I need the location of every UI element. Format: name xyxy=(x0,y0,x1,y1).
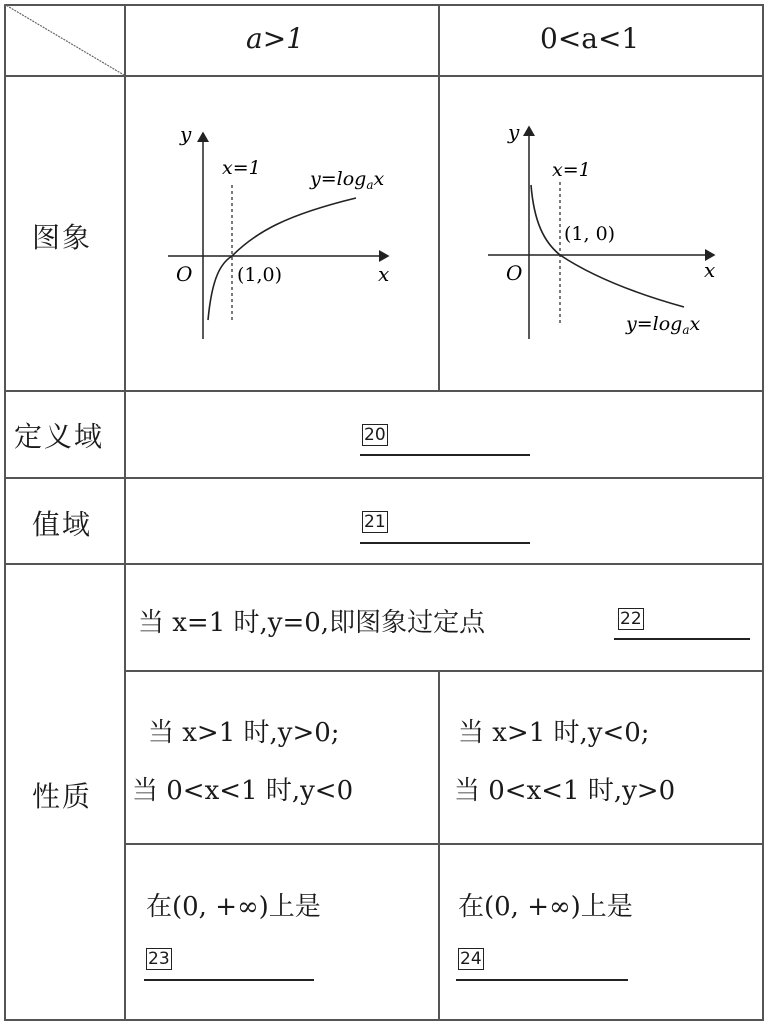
row-label-graph: 图象 xyxy=(32,221,93,254)
header-a-gt-1-text: a>1 xyxy=(246,22,304,55)
header-col-a-lt-1 xyxy=(540,22,639,55)
left-sign-line-2: 当 0<x<1 时,y<0 xyxy=(132,776,354,806)
border-right xyxy=(762,4,764,1021)
blank-number-21: 21 xyxy=(364,512,386,532)
answer-line-20[interactable] xyxy=(360,454,530,456)
border-left xyxy=(4,4,6,1021)
row-sep-prop-1 xyxy=(124,670,764,672)
graph-log-a-lt-1 xyxy=(440,77,762,390)
row-sep-graph xyxy=(4,390,764,392)
row-sep-domain xyxy=(4,477,764,479)
blank-number-23: 23 xyxy=(148,949,170,969)
left-sign-line-1: 当 x>1 时,y>0; xyxy=(148,718,340,748)
border-bottom xyxy=(4,1019,764,1021)
y-axis-label: y xyxy=(508,120,520,144)
y-axis-label: y xyxy=(180,122,192,146)
graph-log-a-gt-1 xyxy=(126,77,438,390)
col-sep-mid-bottom xyxy=(438,670,440,1021)
right-sign-line-2: 当 0<x<1 时,y>0 xyxy=(454,776,676,806)
corner-diagonal xyxy=(4,4,126,77)
answer-line-21[interactable] xyxy=(360,542,530,544)
left-monotone-text: 在(0, +∞)上是 xyxy=(146,892,321,922)
curve-label: $y=\log_ax$ xyxy=(626,313,701,337)
answer-line-22[interactable] xyxy=(614,638,750,640)
answer-line-23[interactable] xyxy=(144,979,314,981)
point-label: (1,0) xyxy=(237,264,283,286)
row-label-domain: 定义域 xyxy=(14,420,105,453)
header-a-lt-1-text: 0<a<1 xyxy=(540,22,640,55)
x-axis-label: x xyxy=(378,262,390,286)
origin-label: O xyxy=(176,262,193,286)
row-label-range: 值域 xyxy=(32,508,93,541)
log-curve-decreasing xyxy=(531,185,684,307)
row-label-property: 性质 xyxy=(32,780,93,813)
header-col-a-gt-1 xyxy=(246,22,304,55)
x-axis-label: x xyxy=(704,258,716,282)
right-sign-line-1: 当 x>1 时,y<0; xyxy=(458,718,650,748)
blank-number-20: 20 xyxy=(364,425,386,445)
blank-number-24: 24 xyxy=(460,949,482,969)
fixed-point-text: 当 x=1 时,y=0,即图象过定点 xyxy=(138,608,486,638)
point-label: (1, 0) xyxy=(564,223,616,245)
row-sep-range xyxy=(4,563,764,565)
log-curve-increasing xyxy=(208,198,356,320)
vline-label: x=1 xyxy=(222,157,261,179)
curve-label: $y=\log_ax$ xyxy=(310,168,385,192)
vline-label: x=1 xyxy=(552,159,591,181)
row-sep-prop-2 xyxy=(124,843,764,845)
answer-line-24[interactable] xyxy=(456,979,628,981)
blank-number-22: 22 xyxy=(620,609,642,629)
origin-label: O xyxy=(506,261,523,285)
right-monotone-text: 在(0, +∞)上是 xyxy=(458,892,633,922)
